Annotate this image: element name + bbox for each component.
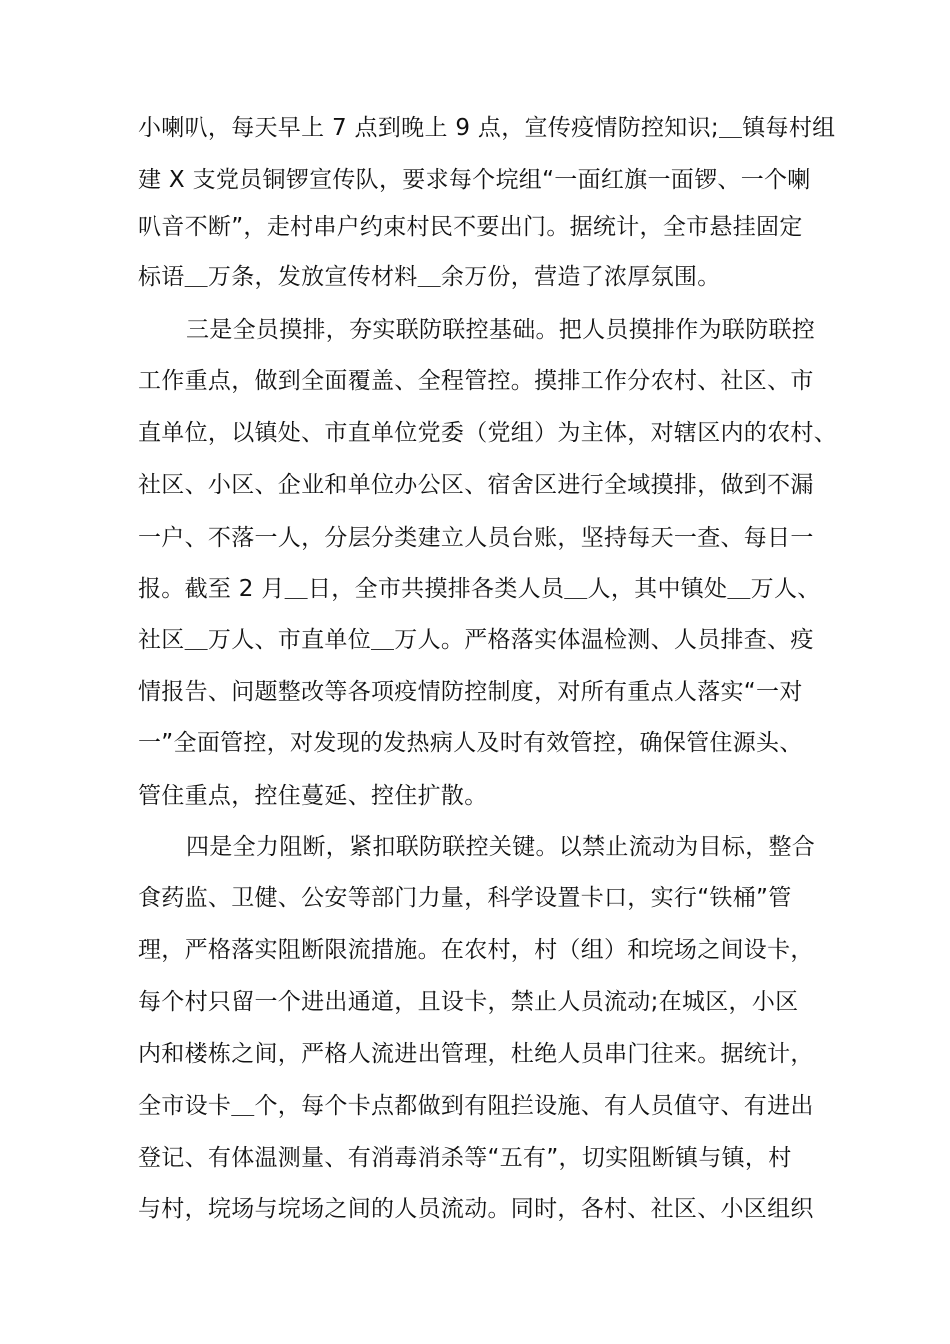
text-line: 一”全面管控，对发现的发热病人及时有效管控，确保管住源头、 (138, 730, 803, 756)
text-line: 情报告、问题整改等各项疫情防控制度，对所有重点人落实“一对 (138, 679, 803, 705)
text-line: 建 X 支党员铜锣宣传队，要求每个垸组“一面红旗一面锣、一个喇 (138, 167, 811, 193)
text-line: 标语＿万条，发放宣传材料＿余万份，营造了浓厚氛围。 (138, 264, 721, 290)
text-line: 直单位，以镇处、市直单位党委（党组）为主体，对辖区内的农村、 (138, 420, 837, 446)
text-line: 社区、小区、企业和单位办公区、宿舍区进行全域摸排，做到不漏 (138, 472, 814, 498)
text-line: 每个村只留一个进出通道，且设卡，禁止人员流动;在城区，小区 (138, 989, 799, 1015)
text-line: 与村，垸场与垸场之间的人员流动。同时，各村、社区、小区组织 (138, 1196, 814, 1222)
text-line: 管住重点，控住蔓延、控住扩散。 (138, 783, 488, 809)
text-line: 工作重点，做到全面覆盖、全程管控。摸排工作分农村、社区、市 (138, 368, 814, 394)
text-line: 登记、有体温测量、有消毒消杀等“五有”，切实阻断镇与镇，村 (138, 1145, 792, 1171)
paragraph-start: 三是全员摸排，夯实联防联控基础。把人员摸排作为联防联控 (186, 317, 816, 343)
text-line: 全市设卡＿个，每个卡点都做到有阻拦设施、有人员值守、有进出 (138, 1093, 814, 1119)
text-line: 小喇叭，每天早上 7 点到晚上 9 点，宣传疫情防控知识;＿镇每村组 (138, 115, 836, 141)
text-line: 叭音不断”，走村串户约束村民不要出门。据统计，全市悬挂固定 (138, 214, 803, 240)
text-line: 内和楼栋之间，严格人流进出管理，杜绝人员串门往来。据统计， (138, 1041, 814, 1067)
paragraph-start: 四是全力阻断，紧扣联防联控关键。以禁止流动为目标，整合 (186, 834, 816, 860)
text-line: 社区＿万人、市直单位＿万人。严格落实体温检测、人员排查、疫 (138, 627, 814, 653)
text-line: 一户、不落一人，分层分类建立人员台账，坚持每天一查、每日一 (138, 525, 814, 551)
text-line: 报。截至 2 月＿日，全市共摸排各类人员＿人，其中镇处＿万人、 (138, 576, 821, 602)
text-line: 理，严格落实阻断限流措施。在农村，村（组）和垸场之间设卡， (138, 937, 814, 963)
text-line: 食药监、卫健、公安等部门力量，科学设置卡口，实行“铁桶”管 (138, 885, 792, 911)
